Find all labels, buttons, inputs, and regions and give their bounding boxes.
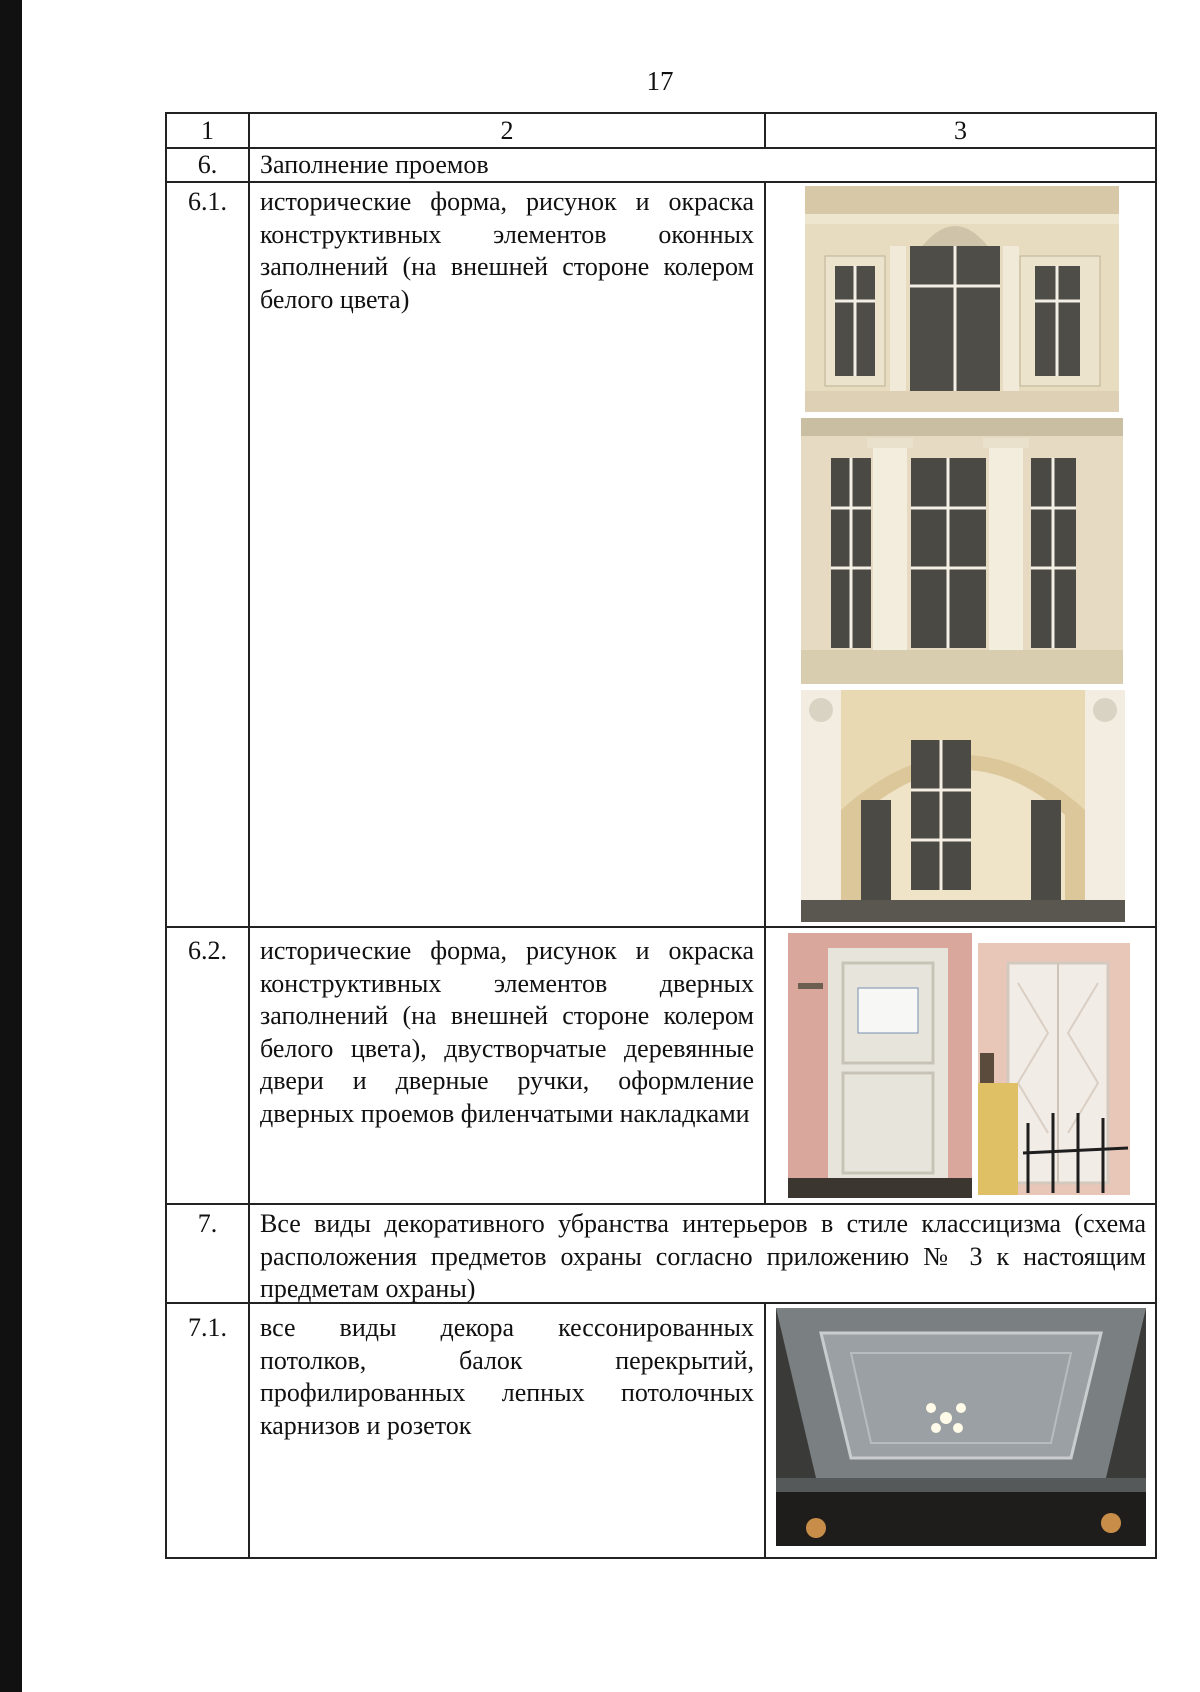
header-col-3: 3: [954, 116, 967, 145]
door-photo-right: [978, 943, 1130, 1195]
ceiling-photo: [776, 1308, 1146, 1546]
row-number: 7.1.: [188, 1313, 227, 1342]
arched-window-photo: [801, 690, 1125, 922]
row-text: Все виды декоративного убранства интерьеров в стиле классицизма (схема расположения предметов охраны согласно приложению № 3 к настоящим предметам охраны): [260, 1209, 1146, 1303]
row-number: 6.2.: [188, 936, 227, 965]
row-number: 7.: [197, 1209, 218, 1238]
window-facade-photo: [805, 186, 1119, 412]
row-text: исторические форма, рисунок и окраска конструктивных элементов дверных заполнений (на внешней стороне колером белого цвета), двустворчатые деревянные двери и дверные ручки, оформление дверных проемов филенчатыми накладками: [260, 936, 754, 1128]
row-number: 6.1.: [188, 187, 227, 216]
door-photo-left: [788, 933, 972, 1198]
row-text: исторические форма, рисунок и окраска конструктивных элементов оконных заполнений (на внешней стороне колером белого цвета): [260, 187, 754, 314]
header-col-1: 1: [201, 116, 214, 145]
row-number: 6.: [197, 150, 218, 179]
scan-edge: [0, 0, 22, 1692]
row-text: Заполнение проемов: [260, 150, 489, 179]
window-columns-photo: [801, 418, 1123, 684]
row-text: все виды декора кессонированных потолков, балок перекрытий, профилированных лепных потолочных карнизов и розеток: [260, 1313, 754, 1440]
header-col-2: 2: [500, 116, 514, 145]
page-number: 17: [646, 66, 674, 96]
